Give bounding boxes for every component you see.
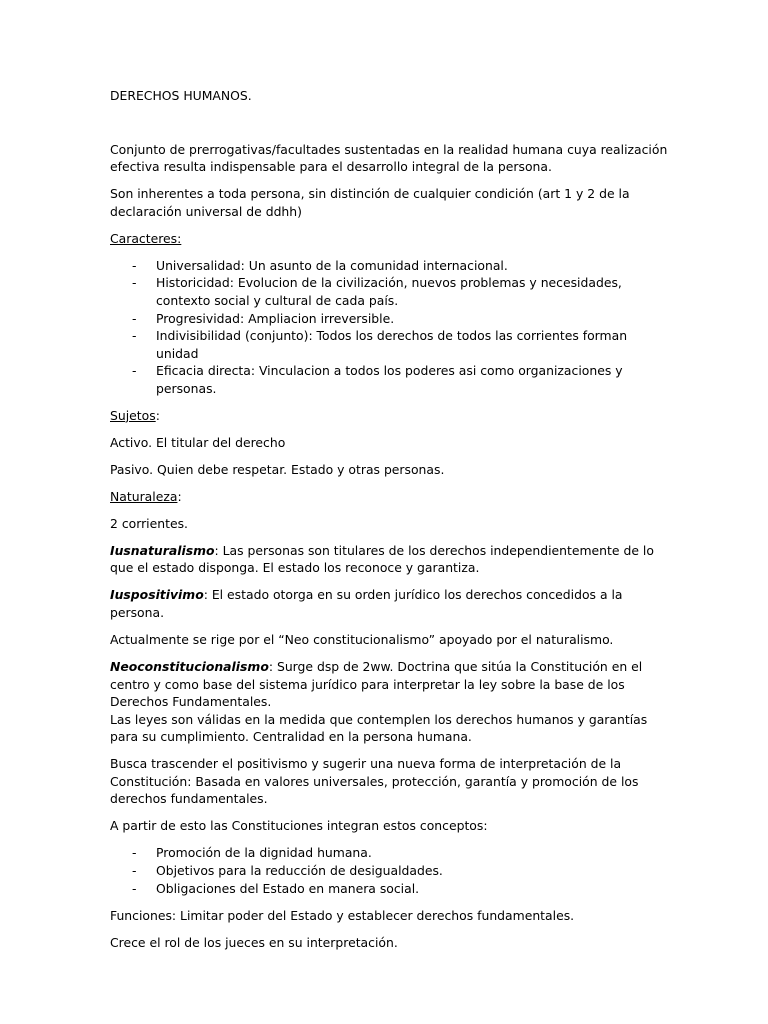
heading-colon: : (155, 407, 160, 423)
list-item (110, 880, 670, 898)
list-item-text: Eficacia directa: Vinculacion a todos los poderes asi como organizaciones y personas. (156, 363, 623, 396)
crece-paragraph: Crece el rol de los jueces en su interpretación. (110, 934, 398, 950)
apartir-paragraph: A partir de esto las Constituciones integran estos conceptos: (110, 818, 488, 834)
naturaleza-heading (110, 488, 670, 506)
list-item (110, 257, 670, 275)
list-item-text: Promoción de la dignidad humana. (156, 845, 372, 861)
bullet-dash: - (132, 328, 137, 344)
document-body (110, 87, 670, 961)
list-item-text: Objetivos para la reducción de desigualdades. (156, 863, 443, 879)
conceptos-list (110, 844, 670, 897)
neoconstitucionalismo-text: : Surge dsp de 2ww. Doctrina que sitúa la Constitución en el centro y como base del sistema jurídico para interpretar la ley sobre la base de los Derechos Fundamentales. (110, 658, 643, 710)
caracteres-heading (110, 230, 670, 248)
list-item (110, 274, 670, 309)
neoconstitucionalismo-paragraph (110, 658, 670, 746)
funciones-paragraph: Funciones: Limitar poder del Estado y establecer derechos fundamentales. (110, 907, 575, 923)
list-item (110, 844, 670, 862)
pasivo-paragraph: Pasivo. Quien debe respetar. Estado y otras personas. (110, 461, 445, 477)
iuspositivismo-term: Iuspositivimo (110, 587, 204, 603)
busca-paragraph: Busca trascender el positivismo y sugerir una nueva forma de interpretación de la Constitución: Basada en valores universales, protección, garantía y promoción de los derechos fundamentales. (110, 756, 639, 807)
bullet-dash: - (132, 863, 137, 879)
caracteres-list (110, 257, 670, 398)
document-title: DERECHOS HUMANOS. (110, 88, 252, 103)
list-item (110, 362, 670, 397)
iusnaturalismo-text: : Las personas son titulares de los derechos independientemente de lo que el estado disponga. El estado los reconoce y garantiza. (110, 542, 654, 576)
list-item-text: Universalidad: Un asunto de la comunidad internacional. (156, 257, 508, 273)
list-item-text: Progresividad: Ampliacion irreversible. (156, 310, 395, 326)
bullet-dash: - (132, 310, 137, 326)
neoconstitucionalismo-text-2: Las leyes son válidas en la medida que contemplen los derechos humanos y garantías para su cumplimiento. Centralidad en la persona humana. (110, 711, 648, 745)
actualmente-paragraph: Actualmente se rige por el “Neo constitucionalismo” apoyado por el naturalismo. (110, 631, 614, 647)
list-item-text: Obligaciones del Estado en manera social. (156, 880, 420, 896)
bullet-dash: - (132, 275, 137, 291)
bullet-dash: - (132, 363, 137, 379)
list-item (110, 862, 670, 880)
iusnaturalismo-term: Iusnaturalismo (110, 542, 215, 558)
neoconstitucionalismo-term: Neoconstitucionalismo (110, 658, 269, 674)
sujetos-heading-text: Sujetos (110, 407, 156, 423)
sujetos-heading (110, 407, 670, 425)
bullet-dash: - (132, 257, 137, 273)
iuspositivismo-paragraph (110, 586, 670, 621)
corrientes-paragraph: 2 corrientes. (110, 515, 188, 531)
intro-paragraph-1: Conjunto de prerrogativas/facultades sustentadas en la realidad humana cuya realización efectiva resulta indispensable para el desarrollo integral de la persona. (110, 141, 668, 175)
naturaleza-heading-text: Naturaleza (110, 488, 178, 504)
list-item (110, 327, 670, 362)
bullet-dash: - (132, 880, 137, 896)
list-item (110, 310, 670, 328)
bullet-dash: - (132, 845, 137, 861)
list-item-text: Indivisibilidad (conjunto): Todos los derechos de todos las corrientes forman unidad (156, 328, 628, 361)
iusnaturalismo-paragraph (110, 542, 670, 577)
activo-paragraph: Activo. El titular del derecho (110, 434, 286, 450)
iuspositivismo-text: : El estado otorga en su orden jurídico los derechos concedidos a la persona. (110, 587, 623, 620)
heading-colon: : (177, 488, 182, 504)
caracteres-heading-text: Caracteres: (110, 230, 182, 246)
intro-paragraph-2: Son inherentes a toda persona, sin distinción de cualquier condición (art 1 y 2 de la declaración universal de ddhh) (110, 186, 630, 219)
list-item-text: Historicidad: Evolucion de la civilización, nuevos problemas y necesidades, contexto social y cultural de cada país. (156, 275, 622, 308)
